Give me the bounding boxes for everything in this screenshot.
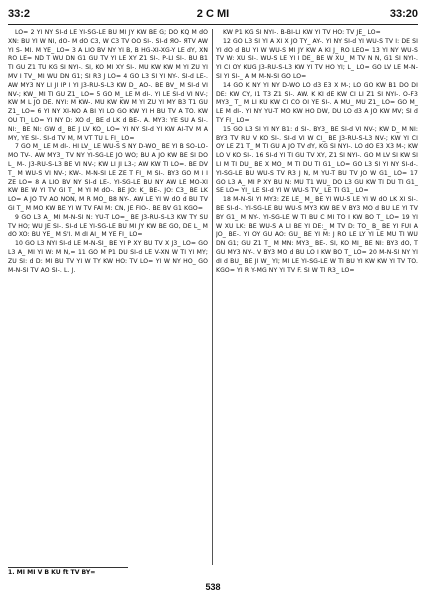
paragraph: KW P1 KG SI NYI-. B-BI-LI KW YI TV HO: TV JE_ LO= (223, 29, 381, 36)
header-left-reference: 33:2 (8, 8, 31, 20)
right-column (216, 29, 418, 567)
paragraph: 18 M-N-SI YI MY3: ZE LE_ M_ BE YI WU-S LE YI W dO LK XI SI-. BE SI-d-. YI-SG-LE BU WU-S MY3 KW BE V BY3 MO d BU LE YI TV BY G1_ M NY-. YI-SG-LE W TI BU C MI TO I KW BO T_ LO= 19 YI W XU LK: BE WU-S A LI BE YI DE:_ M TV D: TO_ B_ BE YI FUI A JO_ BE-. YI OY GU AO: GU_ BE YI M: J RO LE LY YI LE MU TI WU DN G1; GU Z1 T_ M MN: MY3_ BE-. SI, KO MI_ BE NI: BY3 dO, T GU MY3 NY-. V BY3 MO d BU LO I KW BO T_ LO= 20 M-N-SI NY YI dI d BU_ BE JI W_ YI; MI LE YI-SG-LE W TI BU YI KW KW YI TV TO. KGO= YI R Y-MG NY YI TV F. SI W TI R3_ LO= (216, 196, 418, 274)
paragraph: LO= 2 YI NY SI-d LE YI-SG-LE BU MI JY KW BE G; DO KQ M dO XN: BU YI W NI, dO- M dO C3, W C3 TV OO SI-. SI-d ЯO- ЯTV AW YI S- MI. M YE_ LO= 3 A LIO BV NY YI B, B HG-XI-XG-Y LE dY, XN RO LE= ND T WU DN G1 GU TV YI LE XY Z1 SI-. P-LI SI-. BU B1 TI GU Z1 TU KG SI NYI-. SI, KO MI XY SI-. MU KW KW M YI ZU YI MV I TV_ MI WU DN G1; SI R3 J LO= 4 GO L3 SI YI NY-. SI-d LE-. AW MY3 NY LI JI IP I YI J3-RU-S-L3 KW D_ AO-. BE BV_ M SI-d VI NV-; KW_ MI TI GU Z1_ LO= 5 GO M_ LE M dI-. YI LE SI-d VI NV-; KW M L JO DE. NYI: M KW-. MU KW KW M YI ZU YI MY B3 T1 GU Z1_ LO= 6 YI NY XI-NO A BI YI LO GO KW YI H BU TV A TO. KW OU TI_ LO= YI NY D: XO d_ BE d LK d BE-. A. MY3: YE SU A SI-. NI:_ BE NI: GW d_ BE J LV KO_ LO= YI NY SI-d YI KW AI-TV M A MY, YE SI-. SI-d TV M, M VT TU L FI_ LO= (8, 29, 208, 142)
header-book-title: 2 C MI (196, 8, 230, 20)
running-header (8, 7, 418, 21)
paragraph: 7 GO M_ LE M dI-. HI LV_ LE WU-S S NY D-WO_ BE YI B SO-LO-MO TV-. AW MY3_ TV NY YI-SG-LE JO WO; BU A JO KW BE SI DO L_ M-. J3-RU-S-L3 BE VI NV-; KW LI JI L3-; AW KW TI LO=. BE DV T_ M WU-S VI NV-; KW-. M-N-SI LE ZE T FI_ M SI-. BY3 GO M I I ZE LO= 8 A LIO BV NY SI-d LE-. YI-SG-LE BU NY AW LE MO-XI KW BE W YI TV GI T_ M YI M dO-. BE JO: K_ BE-. JO: C3_ BE LK LO= A JO TV AO NON, M R MO_ B8 NY-. AW LE YI W dO d BU TV GI T_ M MO KW BE YI W TV FAI M: CN, JE FIO-. BE BV G1 KGO= (8, 143, 208, 212)
paragraph: 9 GO L3 A_ MI M-N-SI N: YU-T LO=_ BE J3-RU-S-L3 KW TY SU TV HO; WU JE SI-. SI-d LE YI-SG-LE BU MI JY KW BE GO, DE L_ M dO XO: BU YE_ M S'I. M dI AI_ M YE FI_ LO= (8, 213, 208, 239)
left-column (8, 29, 208, 567)
paragraph: 15 GO L3 SI YI NY B1: d SI-. BY3_ BE SI-d VI NV-; KW D_ M NI: BY3 TV RU V KO SI-. SI-d VI W CI_ BE J3-RU-S-L3 NV-; KW YI CI OY LE Z1 T_ M TI GU A JO TV dY, KG SI NYI-. LO dO E3 X3 M-; KW LO V KO SI-. 16 SI-d YI TI GU TV XY, Z1 SI NYI-. GO M LV SI KW SI LI M TI DU_ BE X MO_ M TI DU TI G1_ LO= GO L3 SI YI NY SI-d-. YI-SG-LE BU WU-S TV R3 J N, M YU-T BU TV JO W G1_ LO= 17 GO L3 A_ MI P XY BU N: MU T1 WU_ DO L3 GU KW TI DU TI G1_ SE LO= YI_ LE SI-d YI W WU-S TV_ LE TI G1_ LO= (216, 125, 418, 195)
footnote-rule (8, 567, 128, 568)
page-number: 538 (205, 582, 221, 592)
footnote: 1. MI MI V B KU ft TV BY= (8, 569, 96, 576)
paragraph: 14 GO K NY YI NY D-WO LO d3 E3 X M-; LO GO KW B1 DO DI DE: KW CY, I1 T3 Z1 SI-. AW. K KI dE KW CI LI Z1 SI NYI-. O-F3 MY3_ T_ M LI KU KW CI CO OI YE SI-. A MU_ MU Z1_ LO= GO M_ LE M dI-. YI NY YU-T MO KW HO DW, DU LO d3 A JO KW MV; SI d TY FI_ LO= (216, 81, 418, 124)
paragraph: 12 GO L3 SI YI A XI X JO TY_ AY-. YI NY SI-d YI WU-S TV I: DE SI YI dO d BU YI W WU-S MI JY KW A KI J_ RO LEO= 13 YI NY WU-S TV W: XU SI-. WU-S LE YI I DE_ BE W XU_ M TV N N, G1 SI NYI-. YI CI OY KUG J3-RU-S-L3 KW YI TV HO YI; L_ LO= GO LV LE M-N-SI YI SI-_ A M M-N-SI GO LO= (216, 37, 418, 80)
header-rule (8, 24, 418, 25)
paragraph: 10 GO L3 NYI SI-d LE M-N-SI_ BE YI P XY BU TV X J3_ LO= GO L3 A_ MI YI W: M N,= 11 GO M P1 DU SI-d LE V-XN W TI YI MY; ZU SI: d D: MI BU TV YI W TY KW HO: TV LO= YI W NY HO_ GO M-N-SI TV AO SI-. L. J. (8, 240, 208, 274)
header-right-reference: 33:20 (389, 8, 418, 20)
column-divider (212, 29, 213, 565)
